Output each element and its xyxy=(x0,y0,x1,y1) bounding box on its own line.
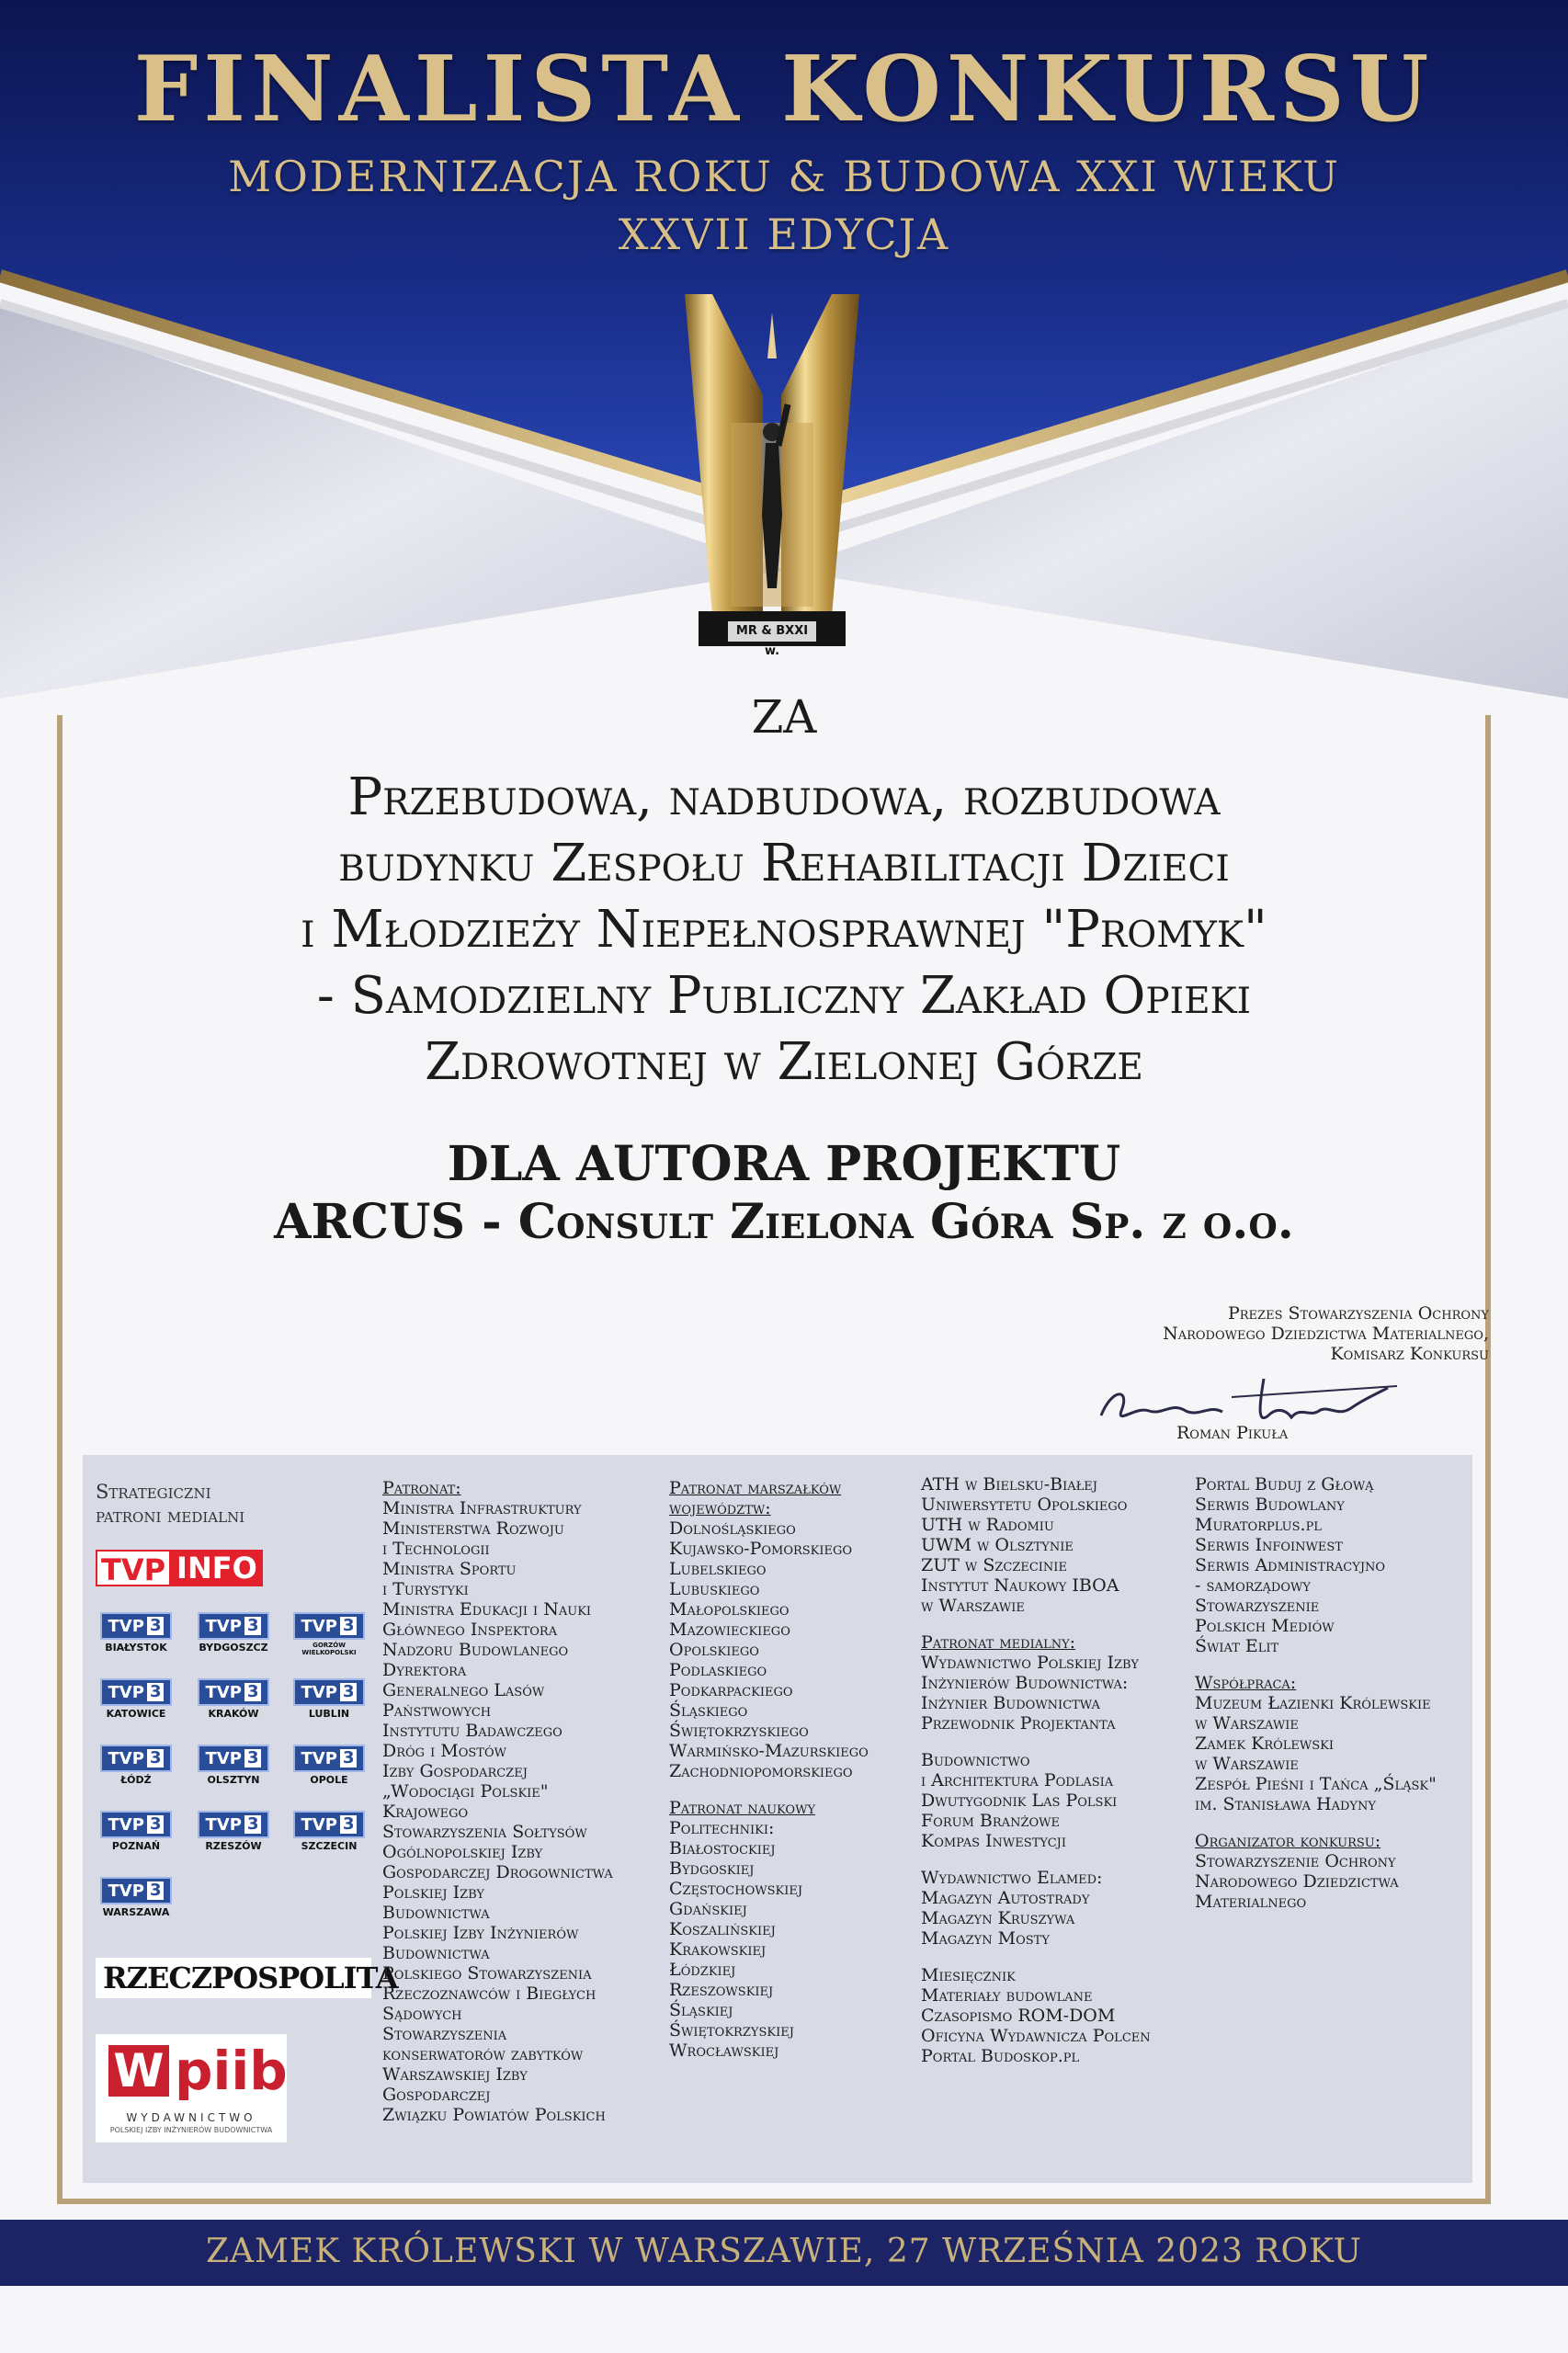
list-item: Materialnego xyxy=(1195,1892,1307,1912)
list-item: Białostockiej xyxy=(669,1838,776,1859)
tvp3-label: TVP xyxy=(205,1616,242,1636)
list-item: w Warszawie xyxy=(1195,1713,1299,1733)
tvp3-label: TVP xyxy=(205,1748,242,1768)
list-item: Portal Buduj z Głową xyxy=(1195,1474,1374,1495)
column-header: Patronat naukowy xyxy=(669,1798,816,1818)
list-item: Muratorplus.pl xyxy=(1195,1515,1322,1535)
tvp3-mark xyxy=(100,1745,172,1772)
list-item: Uniwersytetu Opolskiego xyxy=(921,1495,1128,1515)
list-item: Stowarzyszenie xyxy=(1195,1596,1320,1616)
list-item: konserwatorów zabytków xyxy=(382,2044,584,2064)
tvp3-label: TVP xyxy=(301,1616,337,1636)
award-za: ZA xyxy=(751,690,817,744)
tvp3-mark xyxy=(100,1811,172,1838)
list-item: Śląskiej xyxy=(669,2000,733,2020)
cooperation-column xyxy=(1195,1474,1471,1912)
list-item: Budownictwa xyxy=(382,1943,490,1963)
list-item: Izby Gospodarczej xyxy=(382,1761,528,1781)
tvp-info-logo-right: INFO xyxy=(171,1550,263,1586)
list-item: Bydgoskiej xyxy=(669,1859,755,1879)
award-line: Zdrowotnej w Zielonej Górze xyxy=(425,1032,1143,1092)
tvp3-mark xyxy=(293,1745,365,1772)
piib-sub2: POLSKIEJ IZBY INŻYNIERÓW BUDOWNICTWA xyxy=(109,2126,273,2134)
list-item: Przewodnik Projektanta xyxy=(921,1713,1116,1733)
list-item: Gospodarczej xyxy=(382,2085,491,2105)
list-item: Warszawskiej Izby xyxy=(382,2064,528,2085)
list-item: UTH w Radomiu xyxy=(921,1515,1054,1535)
list-item: Podkarpackiego xyxy=(669,1680,793,1700)
tvp3-mark xyxy=(293,1678,365,1706)
list-item: i Architektura Podlasia xyxy=(921,1770,1114,1790)
list-item: Inżynierów Budownictwa: xyxy=(921,1673,1129,1693)
list-item: Generalnego Lasów xyxy=(382,1680,545,1700)
column-header: Patronat: xyxy=(382,1478,461,1498)
tvp3-logo xyxy=(189,1811,278,1852)
tvp3-mark xyxy=(198,1678,269,1706)
list-item: Polskiego Stowarzyszenia xyxy=(382,1963,592,1984)
list-item: Serwis Administracyjno xyxy=(1195,1555,1386,1575)
tvp3-logo xyxy=(189,1678,278,1720)
list-item: Warmińsko-Mazurskiego xyxy=(669,1741,869,1761)
list-item: Muzeum Łazienki Królewskie xyxy=(1195,1693,1431,1713)
tvp3-number: 3 xyxy=(340,1683,358,1701)
list-item: Miesięcznik xyxy=(921,1965,1016,1985)
list-item: Śląskiego xyxy=(669,1700,748,1721)
list-item: Budownictwo xyxy=(921,1750,1030,1770)
tvp3-logo xyxy=(92,1877,180,1918)
tvp3-city: OLSZTYN xyxy=(207,1774,260,1786)
signature-title-line: Narodowego Dziedzictwa Materialnego, xyxy=(1163,1324,1489,1344)
tvp3-city: ŁÓDŹ xyxy=(120,1774,152,1786)
footer-text: ZAMEK KRÓLEWSKI W WARSZAWIE, 27 WRZEŚNIA 2023 ROKU xyxy=(206,2233,1362,2270)
tvp3-city: BYDGOSZCZ xyxy=(199,1642,268,1654)
list-item: Opolskiego xyxy=(669,1640,759,1660)
list-item: i Technologii xyxy=(382,1539,490,1559)
award-description xyxy=(110,765,1458,1096)
piib-word: piib xyxy=(175,2040,288,2102)
list-item: Krakowskiej xyxy=(669,1939,767,1960)
list-item: Świętokrzyskiej xyxy=(669,2020,794,2040)
tvp3-logo xyxy=(92,1678,180,1720)
list-item: w Warszawie xyxy=(1195,1754,1299,1774)
list-item: Zachodniopomorskiego xyxy=(669,1761,853,1781)
tvp3-mark xyxy=(100,1877,172,1904)
list-item: Wrocławskiej xyxy=(669,2040,779,2061)
list-item: Krajowego xyxy=(382,1802,469,1822)
list-item: Rzeszowskiej xyxy=(669,1980,774,2000)
list-item: Wydawnictwo Polskiej Izby xyxy=(921,1653,1139,1673)
tvp3-number: 3 xyxy=(244,1815,262,1834)
tvp3-number: 3 xyxy=(244,1617,262,1635)
tvp3-logo xyxy=(285,1811,373,1852)
list-item: Ministra Sportu xyxy=(382,1559,517,1579)
strategic-patrons-line: Strategiczni xyxy=(96,1481,211,1503)
list-item: Polskiej Izby xyxy=(382,1882,485,1903)
tvp3-mark xyxy=(293,1811,365,1838)
tvp3-mark xyxy=(198,1612,269,1640)
list-item: Serwis Budowlany xyxy=(1195,1495,1345,1515)
tvp3-number: 3 xyxy=(147,1881,165,1900)
list-item: Materiały budowlane xyxy=(921,1985,1093,2006)
list-item: ZUT w Szczecinie xyxy=(921,1555,1067,1575)
tvp3-label: TVP xyxy=(108,1814,144,1835)
list-item: Forum Branżowe xyxy=(921,1811,1060,1831)
tvp3-city: GORZÓW WIELKOPOLSKI xyxy=(301,1642,357,1656)
rzeczpospolita-word: RZECZPOSPOLITA xyxy=(103,1961,398,1995)
tvp3-number: 3 xyxy=(147,1683,165,1701)
list-item: Podlaskiego xyxy=(669,1660,767,1680)
award-line: i Młodzieży Niepełnosprawnej "Promyk" xyxy=(301,900,1267,960)
column-header: Organizator konkursu: xyxy=(1195,1831,1381,1851)
tvp3-number: 3 xyxy=(244,1683,262,1701)
tvp3-logo xyxy=(285,1678,373,1720)
award-line: - Samodzielny Publiczny Zakład Opieki xyxy=(316,966,1252,1026)
tvp3-mark xyxy=(198,1745,269,1772)
tvp3-number: 3 xyxy=(147,1815,165,1834)
strategic-patrons-line: patroni medialni xyxy=(96,1505,245,1527)
list-item: Magazyn Mosty xyxy=(921,1928,1050,1949)
tvp3-city: POZNAŃ xyxy=(111,1840,161,1852)
list-item: „Wodociągi Polskie" xyxy=(382,1781,549,1802)
list-item: Gospodarczej Drogownictwa xyxy=(382,1862,613,1882)
tvp3-number: 3 xyxy=(147,1617,165,1635)
list-item: Małopolskiego xyxy=(669,1599,790,1620)
column-header: Patronat marszałków xyxy=(669,1478,842,1498)
list-item: Sądowych xyxy=(382,2004,462,2024)
tvp3-city: BIAŁYSTOK xyxy=(105,1642,167,1654)
list-item: w Warszawie xyxy=(921,1596,1025,1616)
tvp3-number: 3 xyxy=(340,1815,358,1834)
tvp3-mark xyxy=(100,1612,172,1640)
list-item: Stowarzyszenie Ochrony xyxy=(1195,1851,1396,1871)
list-item: Dwutygodnik Las Polski xyxy=(921,1790,1118,1811)
list-item: Polskich Mediów xyxy=(1195,1616,1335,1636)
list-item: Kompas Inwestycji xyxy=(921,1831,1067,1851)
media-column xyxy=(921,1474,1187,2066)
tvp3-city: LUBLIN xyxy=(308,1708,350,1720)
list-item: Głównego Inspektora xyxy=(382,1620,558,1640)
list-item: i Turystyki xyxy=(382,1579,469,1599)
list-item: Oficyna Wydawnicza Polcen xyxy=(921,2026,1151,2046)
list-item: Koszalińskiej xyxy=(669,1919,776,1939)
trophy-plate: MR & BXXI w. xyxy=(728,621,816,642)
list-item: Dolnośląskiego xyxy=(669,1518,796,1539)
tvp3-city: KATOWICE xyxy=(106,1708,166,1720)
tvp3-mark xyxy=(198,1811,269,1838)
tvp3-label: TVP xyxy=(205,1682,242,1702)
tvp3-city: SZCZECIN xyxy=(301,1840,358,1852)
column-header: Patronat medialny: xyxy=(921,1632,1076,1653)
list-item: Częstochowskiej xyxy=(669,1879,803,1899)
list-item: Mazowieckiego xyxy=(669,1620,790,1640)
list-item: Łódzkiej xyxy=(669,1960,736,1980)
tvp3-label: TVP xyxy=(108,1682,144,1702)
list-item: Politechniki: xyxy=(669,1818,775,1838)
list-item: Państwowych xyxy=(382,1700,492,1721)
list-item: Zespół Pieśni i Tańca „Śląsk" xyxy=(1195,1774,1437,1794)
list-item: Ministra Edukacji i Nauki xyxy=(382,1599,592,1620)
tvp3-logo xyxy=(285,1745,373,1786)
tvp3-label: TVP xyxy=(301,1748,337,1768)
tvp3-label: TVP xyxy=(108,1616,144,1636)
list-item: Świętokrzyskiego xyxy=(669,1721,809,1741)
list-item: Instytutu Badawczego xyxy=(382,1721,562,1741)
award-for-label: DLA AUTORA PROJEKTU xyxy=(447,1136,1121,1192)
list-item: Inżynier Budownictwa xyxy=(921,1693,1100,1713)
list-item: Nadzoru Budowlanego xyxy=(382,1640,569,1660)
tvp3-label: TVP xyxy=(301,1682,337,1702)
list-item: Lubelskiego xyxy=(669,1559,767,1579)
award-block xyxy=(110,689,1458,1252)
tvp3-city: KRAKÓW xyxy=(208,1708,259,1720)
tvp3-logo xyxy=(92,1745,180,1786)
tvp3-number: 3 xyxy=(340,1617,358,1635)
tvp-info-logo-left: TVP xyxy=(96,1550,171,1586)
list-item: Kujawsko-Pomorskiego xyxy=(669,1539,853,1559)
tvp3-mark xyxy=(100,1678,172,1706)
list-item: Zamek Królewski xyxy=(1195,1733,1335,1754)
signature-title xyxy=(993,1303,1489,1364)
patronage-column xyxy=(382,1478,667,2125)
list-item: Polskiej Izby Inżynierów xyxy=(382,1923,579,1943)
rzeczpospolita-logo xyxy=(96,1958,398,1998)
signature-title-line: Prezes Stowarzyszenia Ochrony xyxy=(1227,1303,1489,1324)
tvp3-city: RZESZÓW xyxy=(205,1840,262,1852)
list-item: Stowarzyszenia Sołtysów xyxy=(382,1822,587,1842)
tvp3-number: 3 xyxy=(147,1749,165,1768)
tvp3-city: WARSZAWA xyxy=(102,1906,170,1918)
trophy-image xyxy=(676,285,869,653)
list-item: Magazyn Kruszywa xyxy=(921,1908,1075,1928)
list-item: Serwis Infoinwest xyxy=(1195,1535,1343,1555)
tvp3-label: TVP xyxy=(205,1814,242,1835)
page-title: FINALISTA KONKURSU xyxy=(133,37,1435,142)
list-item: Lubuskiego xyxy=(669,1579,760,1599)
tvp3-number: 3 xyxy=(244,1749,262,1768)
list-item: Stowarzyszenia xyxy=(382,2024,507,2044)
piib-sub: WYDAWNICTWO xyxy=(126,2111,256,2124)
list-item: Wydawnictwo Elamed: xyxy=(921,1868,1103,1888)
tvp3-mark xyxy=(293,1612,365,1640)
edition-label: XXVII EDYCJA xyxy=(618,210,950,259)
tvp3-logo xyxy=(92,1612,180,1654)
list-item: im. Stanisława Hadyny xyxy=(1195,1794,1376,1814)
column-header: Współpraca: xyxy=(1195,1673,1297,1693)
signatory-name: Roman Pikuła xyxy=(1176,1423,1289,1443)
piib-mark-icon: W xyxy=(108,2045,169,2097)
list-item: Ministerstwa Rozwoju xyxy=(382,1518,564,1539)
tvp3-label: TVP xyxy=(108,1748,144,1768)
list-item: Gdańskiej xyxy=(669,1899,747,1919)
award-author: ARCUS - Consult Zielona Góra Sp. z o.o. xyxy=(274,1194,1294,1250)
list-item: Rzeczoznawców i Biegłych xyxy=(382,1984,597,2004)
list-item: Magazyn Autostrady xyxy=(921,1888,1090,1908)
piib-logo xyxy=(96,2034,287,2143)
list-item: Świat Elit xyxy=(1195,1636,1279,1656)
signature-title-line: Komisarz Konkursu xyxy=(1330,1344,1489,1364)
list-item: Ministra Infrastruktury xyxy=(382,1498,582,1518)
column-header: województw: xyxy=(669,1498,771,1518)
tvp3-label: TVP xyxy=(108,1881,144,1901)
tvp3-city: OPOLE xyxy=(310,1774,348,1786)
tvp3-label: TVP xyxy=(301,1814,337,1835)
tvp3-logo xyxy=(189,1745,278,1786)
marshals-column xyxy=(669,1478,908,2061)
tvp3-logo xyxy=(92,1811,180,1852)
list-item: UWM w Olsztynie xyxy=(921,1535,1074,1555)
award-line: Przebudowa, nadbudowa, rozbudowa xyxy=(347,767,1221,827)
list-item: - samorządowy xyxy=(1195,1575,1311,1596)
list-item: Związku Powiatów Polskich xyxy=(382,2105,606,2125)
tvp3-logo xyxy=(189,1612,278,1654)
list-item: Ogólnopolskiej Izby xyxy=(382,1842,543,1862)
award-line: budynku Zespołu Rehabilitacji Dzieci xyxy=(338,834,1230,893)
list-item: Budownictwa xyxy=(382,1903,490,1923)
competition-subtitle: MODERNIZACJA ROKU & BUDOWA XXI WIEKU xyxy=(228,152,1340,201)
list-item: Dróg i Mostów xyxy=(382,1741,506,1761)
list-item: Narodowego Dziedzictwa xyxy=(1195,1871,1399,1892)
list-item: Dyrektora xyxy=(382,1660,467,1680)
tvp3-number: 3 xyxy=(340,1749,358,1768)
tvp-info-logo xyxy=(96,1550,267,1586)
list-item: ATH w Bielsku-Białej xyxy=(921,1474,1097,1495)
list-item: Czasopismo ROM-DOM xyxy=(921,2006,1116,2026)
list-item: Portal Budoskop.pl xyxy=(921,2046,1080,2066)
list-item: Instytut Naukowy IBOA xyxy=(921,1575,1119,1596)
strategic-patrons-label xyxy=(96,1480,325,1528)
tvp3-logo xyxy=(285,1612,373,1656)
